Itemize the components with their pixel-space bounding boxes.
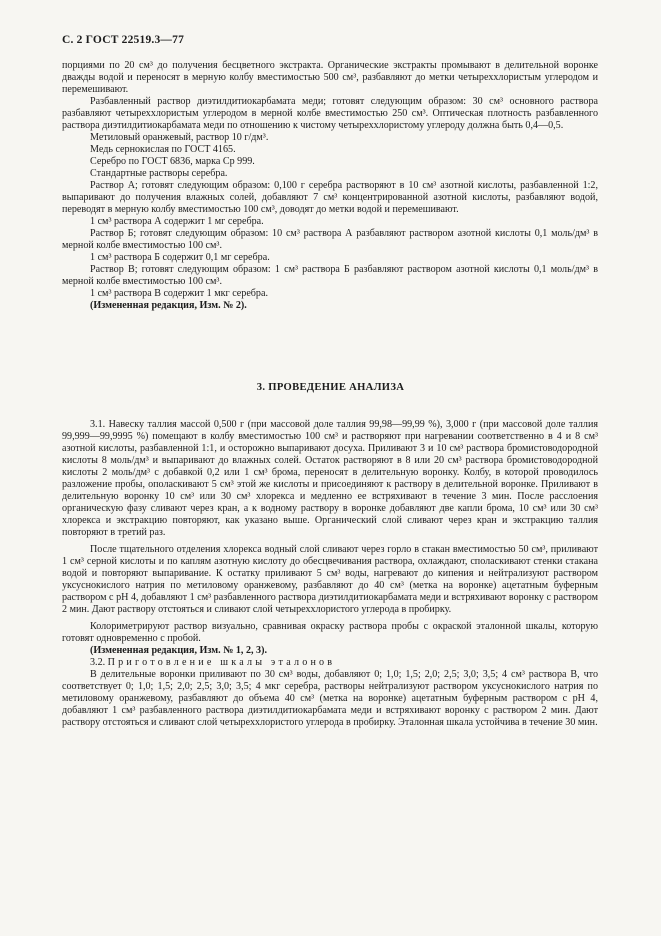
analysis-section	[62, 419, 598, 729]
paragraph: 1 см³ раствора Б содержит 0,1 мг серебра.	[90, 252, 270, 263]
paragraph: Медь сернокислая по ГОСТ 4165.	[90, 144, 236, 155]
paragraph: В делительные воронки приливают по 30 см³ воды, добавляют 0; 1,0; 1,5; 2,0; 2,5; 3,0; 3,5; 4 см³ раствора В, что соответствует 0; 1,0; 1,5; 2,0; 2,5; 3,0; 3,5; 4 мкг серебра, растворы нейтрализуют раствором уксуснокислого натрия по метиловому оранжевому, разбавляют до объема 40 см³ (метка на воронке) ацетатным буферным раствором с рН 4, добавляют 1 см³ разбавленного раствора диэтилдитиокарбамата меди и встряхивают воронку с раствором 2 мин. Дают раствору отстояться и сливают слой четыреххлористого углерода в пробирку. Эталонная шкала устойчива в течение 30 мин.	[62, 669, 598, 728]
subsection-number: 3.2.	[90, 657, 106, 668]
paragraph: 1 см³ раствора А содержит 1 мг серебра.	[90, 216, 264, 227]
paragraph: 3.1. Навеску таллия массой 0,500 г (при массовой доле таллия 99,98—99,99 %), 3,000 г (при массовой доле таллия 99,999—99,9995 %) помещают в колбу вместимостью 100 см³ и растворяют при нагревании соответственно в 4 и 8 см³ азотной кислоты, разбавленной 1:1, и осторожно выпаривают досуха. Приливают 3 и 10 см³ раствора бромистоводородной кислоты 8 моль/дм³ и выпаривают до влажных солей. Остаток растворяют в 8 или 20 см³ раствора бромистоводородной кислоты 2 моль/дм³ с добавкой 0,2 или 1 см³ брома, переносят в делительную воронку. Колбу, в которой проводилось разложение пробы, ополаскивают 5 см³ этой же кислоты и присоединяют к раствору в делительной воронке. Приливают в делительную воронку 10 см³ или 30 см³ хлорекса и медленно ее встряхивают в течение 3 мин. После расслоения органическую фазу сливают через кран, а к водному раствору в воронке добавляют две капли брома, 10 см³ или 30 см³ хлорекса и экстракцию повторяют, как указано выше. Органический слой сливают через кран и экстракцию таллия повторяют в третий раз.	[62, 419, 598, 538]
subsection-title: Приготовление шкалы эталонов	[107, 657, 336, 668]
paragraph: Раствор А; готовят следующим образом: 0,100 г серебра растворяют в 10 см³ азотной кислоты, разбавленной 1:2, выпаривают до получения влажных солей, добавляют 7 см³ концентрированной азотной кислоты, разбавляют водой, переводят в мерную колбу вместимостью 100 см³, доводят до метки водой и перемешивают.	[62, 180, 598, 215]
paragraph: Раствор В; готовят следующим образом: 1 см³ раствора Б разбавляют раствором азотной кислоты 0,1 моль/дм³ в мерной колбе вместимостью 100 см³.	[62, 264, 598, 287]
section-title: 3. ПРОВЕДЕНИЕ АНАЛИЗА	[256, 382, 405, 393]
paragraph: 1 см³ раствора В содержит 1 мкг серебра.	[90, 288, 268, 299]
page-header: С. 2 ГОСТ 22519.3—77	[62, 34, 185, 46]
reagents-section	[62, 60, 598, 312]
subsection-heading	[62, 657, 598, 669]
paragraph: После тщательного отделения хлорекса водный слой сливают через горло в стакан вместимостью 50 см³, приливают 1 см³ серной кислоты и по каплям азотную кислоту до обесцвечивания раствора, охлаждают, споласкивают стенки стакана водой и повторяют выпаривание. К остатку приливают 5 см³ воды, нагревают до кипения и нейтрализуют раствором уксуснокислого натрия по метиловому оранжевому, разбавляют до 40 см³ (метка на воронке) ацетатным буферным раствором с рН 4, добавляют 1 см³ разбавленного раствора диэтилдитиокарбамата меди и встряхивают воронку с раствором 2 мин. Дают раствору отстояться и сливают слой четыреххлористого углерода в пробирку.	[62, 544, 598, 615]
paragraph: Колориметрируют раствор визуально, сравнивая окраску раствора пробы с окраской эталонной шкалы, которую готовят одновременно с пробой.	[62, 621, 598, 644]
paragraph: Разбавленный раствор диэтилдитиокарбамата меди; готовят следующим образом: 30 см³ основного раствора разбавляют четыреххлористым углеродом в мерной колбе вместимостью 250 см³. Оптическая плотность разбавленного раствора диэтилдитиокарбамата меди по отношению к чистому четыреххлористому углероду должна быть 0,4—0,5.	[62, 96, 598, 131]
amendment-note: (Измененная редакция, Изм. № 1, 2, 3).	[90, 645, 267, 656]
amendment-note: (Измененная редакция, Изм. № 2).	[90, 300, 247, 311]
paragraph: Раствор Б; готовят следующим образом: 10 см³ раствора А разбавляют раствором азотной кислоты 0,1 моль/дм³ в мерной колбе вместимостью 100 см³.	[62, 228, 598, 251]
paragraph: Стандартные растворы серебра.	[90, 168, 228, 179]
paragraph: порциями по 20 см³ до получения бесцветного экстракта. Органические экстракты промывают в делительной воронке дважды водой и переносят в мерную колбу вместимостью 500 см³, разбавляют до метки четыреххлористым углеродом и перемешивают.	[62, 60, 598, 95]
paragraph: Метиловый оранжевый, раствор 10 г/дм³.	[90, 132, 269, 143]
paragraph: Серебро по ГОСТ 6836, марка Ср 999.	[90, 156, 255, 167]
